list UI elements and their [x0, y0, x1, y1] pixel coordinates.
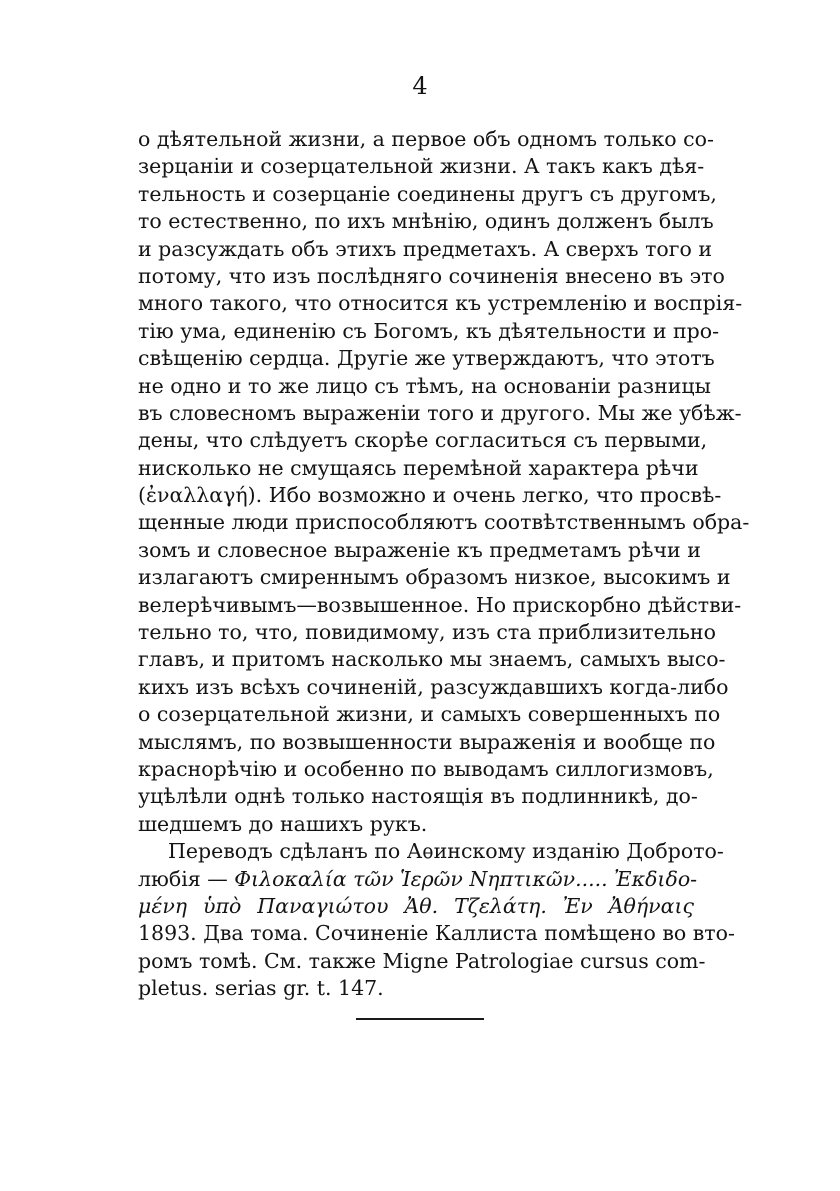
text-line: не одно и то же лицо съ тѣмъ, на основаніи разницы — [138, 373, 711, 398]
greek-title-line: μένη ὑπὸ Παναγιώτου Ἀθ. Τζελάτη. Ἐν Ἀθήναις — [138, 893, 694, 918]
section-divider — [356, 1018, 484, 1020]
text-line: о созерцательной жизни, и самыхъ совершенныхъ по — [138, 702, 721, 727]
page-number: 4 — [412, 72, 428, 100]
main-text — [138, 126, 750, 1003]
text-line: излагаютъ смиреннымъ образомъ низкое, высокимъ и — [138, 565, 731, 590]
text-line: ромъ томѣ. См. также Migne Patrologiae cursus com- — [138, 948, 706, 973]
text-line: (ἐναλλαγή). Ибо возможно и очень легко, что просвѣ- — [138, 483, 722, 508]
text-line: уцѣлѣли однѣ только настоящія въ подлинникѣ, до- — [138, 784, 698, 809]
text-line: 1893. Два тома. Сочиненіе Каллиста помѣщено во вто- — [138, 921, 735, 946]
text-line: мыслямъ, по возвышенности выраженія и вообще по — [138, 729, 716, 754]
text-line: велерѣчивымъ—возвышенное. Но прискорбно дѣйстви- — [138, 592, 742, 617]
text-line: тельность и созерцаніе соединены другъ съ другомъ, — [138, 181, 717, 206]
text-line — [138, 866, 698, 893]
text-line: дены, что слѣдуетъ скорѣе согласиться съ первыми, — [138, 428, 708, 453]
text-line: свѣщенію сердца. Другіе же утверждаютъ, что этотъ — [138, 346, 715, 371]
text-line: тію ума, единенію съ Богомъ, къ дѣятельности и про- — [138, 318, 720, 343]
text-line: краснорѣчію и особенно по выводамъ силлогизмовъ, — [138, 756, 714, 781]
greek-title: Φιλοκαλία τῶν Ἱερῶν Νηπτικῶν..... Ἐκδιδο- — [234, 866, 698, 891]
text-line: въ словесномъ выраженіи того и другого. Мы же убѣж- — [138, 400, 742, 425]
text-line: и разсуждать объ этихъ предметахъ. А сверхъ того и — [138, 236, 713, 261]
text-line: о дѣятельной жизни, а первое объ одномъ только со- — [138, 127, 714, 151]
text-line: то естественно, по ихъ мнѣнію, одинъ долженъ былъ — [138, 209, 714, 234]
text-line: нисколько не смущаясь перемѣной характера рѣчи — [138, 455, 699, 480]
text-line: pletus. serias gr. t. 147. — [138, 976, 384, 1001]
text-line: потому, что изъ послѣдняго сочиненія внесено въ это — [138, 263, 725, 288]
text-line: шедшемъ до нашихъ рукъ. — [138, 811, 428, 836]
text-line: тельно то, что, повидимому, изъ ста приблизительно — [138, 620, 716, 645]
text-line: зомъ и словесное выраженіе къ предметамъ рѣчи и — [138, 537, 701, 562]
text-line: главъ, и притомъ насколько мы знаемъ, самыхъ высо- — [138, 647, 726, 672]
text-line: щенные люди приспособляютъ соотвѣтственнымъ обра- — [138, 510, 750, 535]
text-line: зерцаніи и созерцательной жизни. А такъ какъ дѣя- — [138, 154, 705, 179]
text-line: кихъ изъ всѣхъ сочиненій, разсуждавшихъ когда-либо — [138, 674, 729, 699]
text-span: любія — — [138, 866, 235, 891]
text-line: много такого, что относится къ устремленію и воспрія- — [138, 291, 743, 316]
text-line: Переводъ сдѣланъ по Аѳинскому изданію Доброто- — [168, 839, 724, 864]
